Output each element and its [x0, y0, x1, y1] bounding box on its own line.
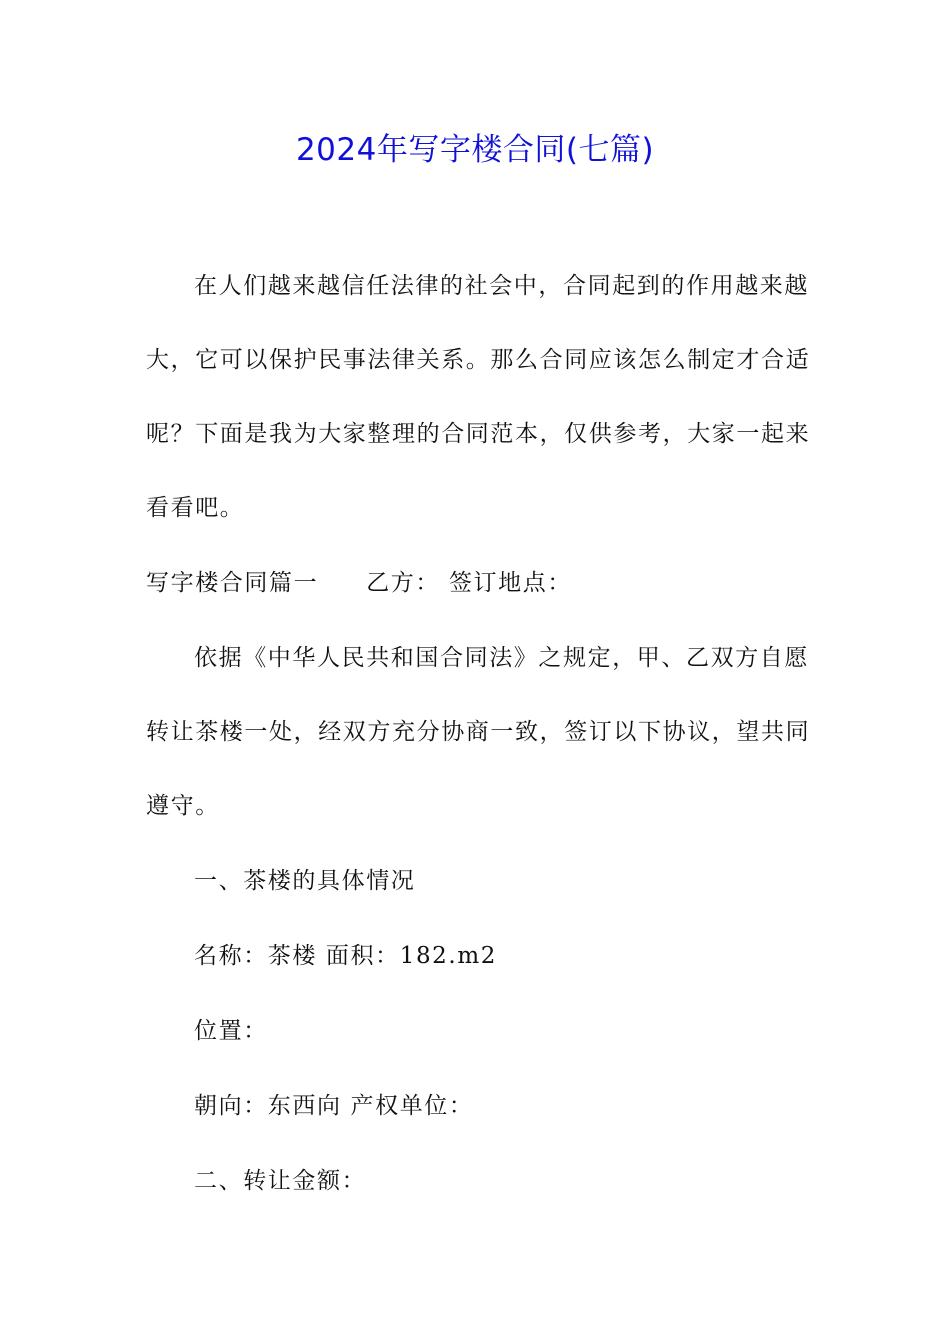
intro-line-1: 在人们越来越信任法律的社会中，合同起到的作用越来越 [194, 273, 809, 299]
item-orientation-owner: 朝向：东西向 产权单位： [194, 1093, 474, 1119]
item-location: 位置： [194, 1018, 268, 1044]
intro-line-2: 大，它可以保护民事法律关系。那么合同应该怎么制定才合适 [146, 347, 811, 373]
section-title: 写字楼合同篇一 [146, 570, 319, 596]
item-heading-1: 一、茶楼的具体情况 [194, 868, 416, 894]
clause-line-3: 遵守。 [146, 793, 220, 819]
item-heading-2: 二、转让金额： [194, 1168, 367, 1194]
intro-line-3: 呢？下面是我为大家整理的合同范本，仅供参考，大家一起来 [146, 421, 811, 447]
intro-line-4: 看看吧。 [146, 495, 245, 521]
section-heading [146, 567, 572, 599]
signing-place-label: 签订地点： [448, 570, 572, 596]
document-title: 2024年写字楼合同(七篇) [295, 132, 655, 168]
clause-line-2: 转让茶楼一处，经双方充分协商一致，签订以下协议，望共同 [146, 719, 811, 745]
item-name-area: 名称：茶楼 面积：182.m2 [194, 943, 497, 969]
clause-line-1: 依据《中华人民共和国合同法》之规定，甲、乙双方自愿 [194, 645, 809, 671]
party-b-label: 乙方： [366, 570, 441, 596]
